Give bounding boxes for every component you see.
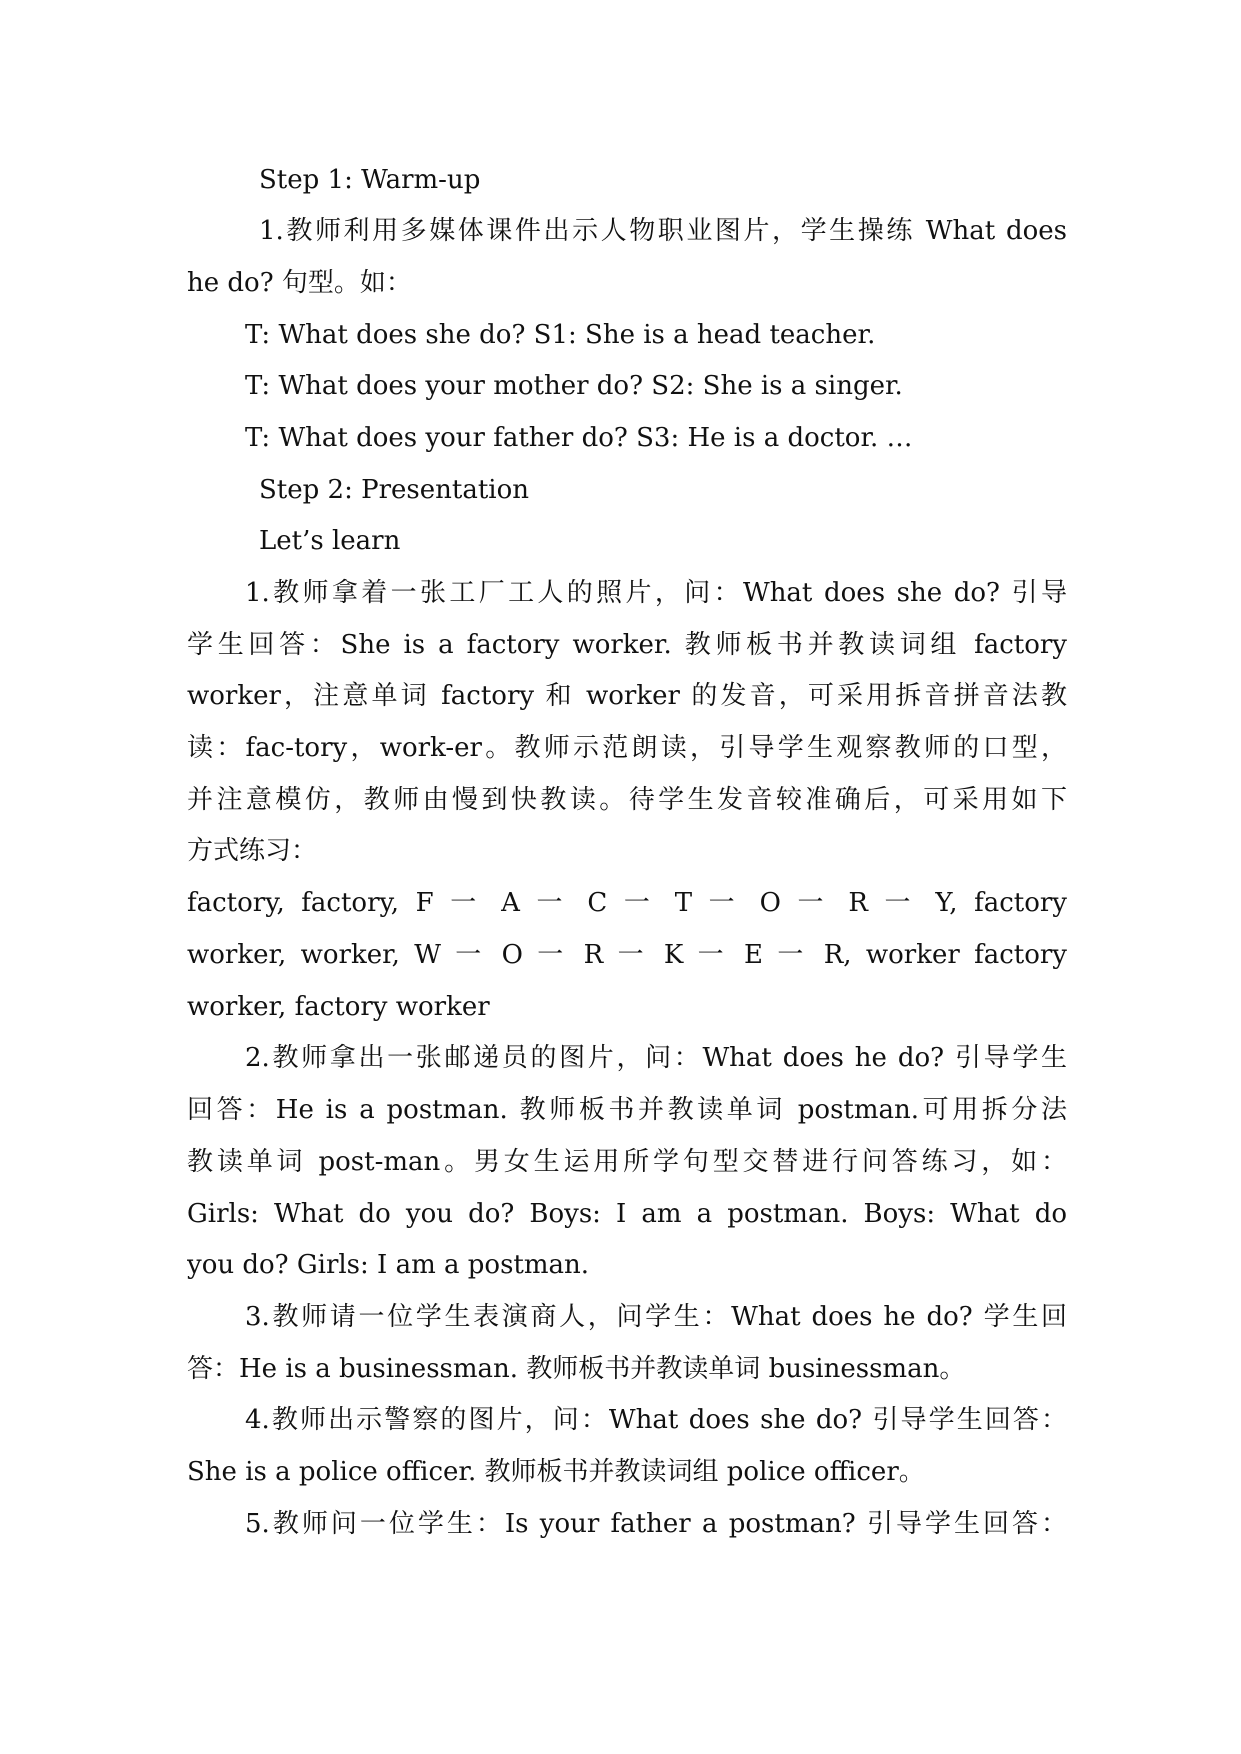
- text-line-16: worker, worker, W 一 O 一 R 一 K 一 E 一 R, worker factory: [187, 940, 1067, 970]
- text-line-26: She is a police officer. 教师板书并教读词组 police officer。: [187, 1457, 925, 1487]
- text-line-23: 3.教师请一位学生表演商人，问学生：What does he do? 学生回: [245, 1302, 1067, 1332]
- text-line-13: 并注意模仿，教师由慢到快教读。待学生发音较准确后，可采用如下: [187, 785, 1067, 815]
- text-line-18: 2.教师拿出一张邮递员的图片，问：What does he do? 引导学生: [245, 1043, 1067, 1073]
- text-line-24: 答：He is a businessman. 教师板书并教读单词 businessman。: [187, 1354, 966, 1384]
- text-line-20: 教读单词 post-man。男女生运用所学句型交替进行问答练习，如：: [187, 1147, 1067, 1177]
- text-line-7: Step 2: Presentation: [259, 475, 530, 505]
- text-line-3: he do? 句型。如：: [187, 268, 412, 298]
- text-line-1: Step 1: Warm-up: [259, 165, 481, 195]
- text-line-4: T: What does she do? S1: She is a head teacher.: [245, 320, 876, 350]
- text-line-17: worker, factory worker: [187, 992, 490, 1022]
- text-line-21: Girls: What do you do? Boys: I am a postman. Boys: What do: [187, 1199, 1067, 1229]
- text-line-8: Let’s learn: [259, 526, 401, 556]
- text-line-27: 5.教师问一位学生：Is your father a postman? 引导学生回答：: [245, 1509, 1067, 1539]
- text-line-10: 学生回答：She is a factory worker. 教师板书并教读词组 factory: [187, 630, 1067, 660]
- text-line-19: 回答：He is a postman. 教师板书并教读单词 postman.可用拆分法: [187, 1095, 1067, 1125]
- text-line-15: factory, factory, F 一 A 一 C 一 T 一 O 一 R 一 Y, factory: [187, 888, 1067, 918]
- text-line-11: worker，注意单词 factory 和 worker 的发音，可采用拆音拼音法教: [187, 681, 1067, 711]
- text-line-14: 方式练习：: [187, 836, 318, 866]
- text-line-9: 1.教师拿着一张工厂工人的照片，问：What does she do? 引导: [245, 578, 1067, 608]
- text-line-6: T: What does your father do? S3: He is a doctor. …: [245, 423, 913, 453]
- text-line-22: you do? Girls: I am a postman.: [187, 1250, 590, 1280]
- text-line-12: 读：fac-tory，work-er。教师示范朗读，引导学生观察教师的口型，: [187, 733, 1067, 763]
- text-line-25: 4.教师出示警察的图片，问：What does she do? 引导学生回答：: [245, 1405, 1067, 1435]
- text-line-2: 1.教师利用多媒体课件出示人物职业图片，学生操练 What does: [259, 216, 1067, 246]
- text-line-5: T: What does your mother do? S2: She is a singer.: [245, 371, 903, 401]
